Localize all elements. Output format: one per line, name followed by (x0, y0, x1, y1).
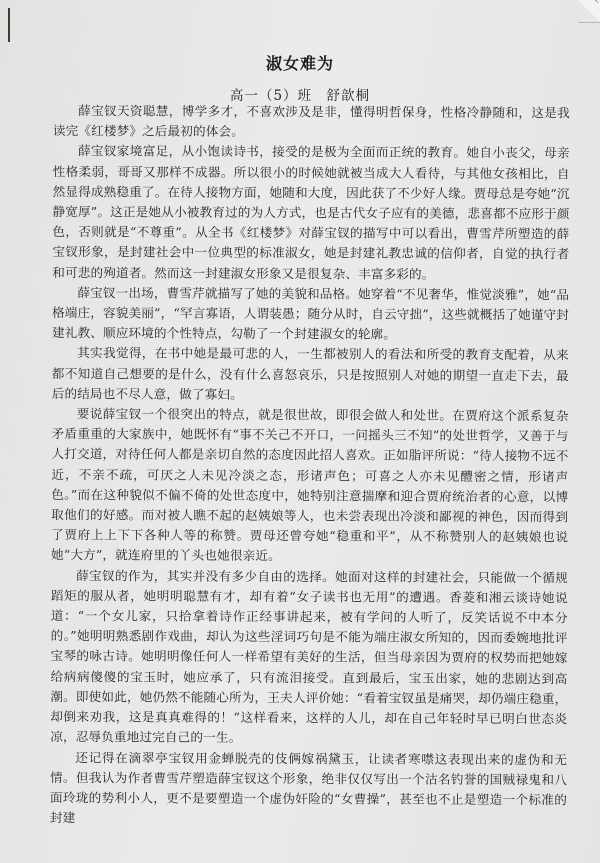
author-byline: 高一（5）班 舒歆桐 (229, 88, 371, 104)
essay-body (50, 101, 570, 831)
paragraph: 薛宝钗天资聪慧，博学多才，不喜欢涉及是非，懂得明哲保身，性格冷静随和，这是我读完《红楼梦》之后最初的体会。 (52, 103, 570, 140)
paragraph: 其实我觉得，在书中她是最可悲的人，一生都被别人的看法和所受的教育支配着，从来都不知道自己想要的是什么，没有什么喜怒哀乐，只是按照别人对她的期望一直走下去，最后的结局也不尽人意，做了寡妇。 (51, 345, 569, 402)
essay-title: 淑女难为 (265, 54, 334, 73)
paragraph: 薛宝钗一出场，曹雪芹就描写了她的美貌和品格。她穿着“不见奢华，惟觉淡雅”，她“品格端庄，容貌美丽”，“罕言寡语，人谓装愚；随分从时，自云守拙”，这些就概括了她谨守封建礼教、顺应环境的个性特点，勾勒了一个封建淑女的轮廓。 (51, 284, 570, 342)
binding-mark (8, 8, 10, 42)
folded-corner (578, 0, 600, 23)
paragraph: 薛宝钗的作为，其实并没有多少自由的选择。她面对这样的封建社会，只能做一个循规蹈矩的服从者，她明明聪慧有才，却有着“女子读书也无用”的遭遇。香菱和湘云谈诗她说道：“一个女儿家，只拾拿着诗作正经事讲起来，被有学问的人听了，反笑话说不中本分的。”她明明熟悉剧作戏曲，却认为这些淫词巧句是不能为端庄淑女所知的，因而委婉地批评宝琴的咏古诗。她明明像任何人一样希望有美好的生活，但当母亲因为贾府的权势而把她嫁给病病傻傻的宝玉时，她应承了，只有流泪接受。直到最后，宝玉出家，她的悲剧达到高潮。即使如此，她仍然不能随心所为，王夫人评价她：“看着宝钗虽是痛哭，却仍端庄稳重，却倒来劝我，这是真真难得的！”这样看来，这样的人儿，却在自己年轻时早已明白世态炎凉，忍辱负重地过完自己的一生。 (50, 567, 568, 746)
paragraph: 还记得在滴翠亭宝钗用金蝉脱壳的伎俩嫁祸黛玉，让读者寒噤这表现出来的虚伪和无情。但我认为作者曹雪芹塑造薛宝钗这个形象，绝非仅仅写出一个沽名钓誉的国贼禄鬼和八面玲珑的势利小人，更不是要塑造一个虚伪奸险的“女曹操”，甚至也不止是塑造一个标准的封建 (49, 749, 568, 826)
paragraph: 薛宝钗家境富足，从小饱读诗书，接受的是极为全面而正统的教育。她自小丧父，母亲性格柔弱，哥哥又那样不成器。所以很小的时候她就被当成大人看待，与其他女孩相比，自然显得成熟稳重了。在待人接物方面，她随和大度，因此获了不少好人缘。贾母总是夸她“沉静宽厚”。这正是她从小被教育过的为人方式，也是古代女子应有的美德，悲喜都不应形于颜色，否则就是“不尊重”。从全书《红楼梦》对薛宝钗的描写中可以看出，曹雪芹所塑造的薛宝钗形象，是封建社会中一位典型的标准淑女，她是封建礼教忠诚的信仰者，自觉的执行者和可悲的殉道者。然而这一封建淑女形象又是很复杂、丰富多彩的。 (52, 143, 570, 282)
paragraph: 要说薛宝钗一个很突出的特点，就是很世故，即很会做人和处世。在贾府这个派系复杂矛盾重重的大家族中，她既怀有“事不关己不开口，一问摇头三不知”的处世哲学，又善于与人打交道，对待任何人都是亲切自然的态度因此招人喜欢。正如脂评所说：“待人接物不远不近，不亲不疏，可厌之人未见冷淡之态，形诸声色；可喜之人亦未见醴密之情，形诸声色。”而在这种貌似不偏不倚的处世态度中，她特别注意揣摩和迎合贾府统治者的心意，以博取他们的好感。而对被人瞧不起的赵姨娘等人，也未尝表现出冷淡和鄙视的神色，因而得到了贾府上上下下各种人等的称赞。贾母还曾夸她“稳重和平”，从不称赞别人的赵姨娘也说她“大方”，就连府里的丫头也她很亲近。 (50, 406, 569, 564)
